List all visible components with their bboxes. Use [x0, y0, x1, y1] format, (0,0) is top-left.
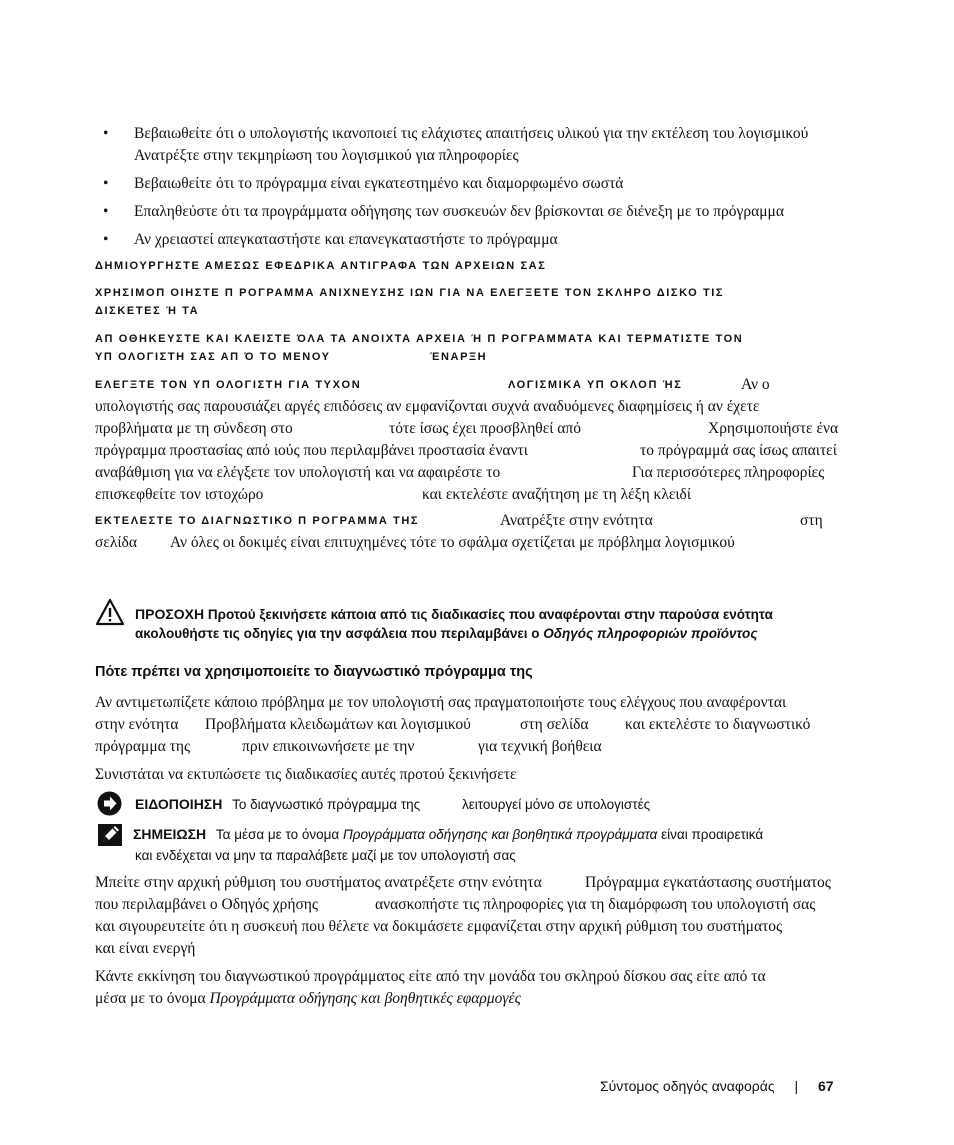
notice-arrow-icon [97, 791, 122, 816]
footer-title: Σύντομος οδηγός αναφοράς [600, 1078, 775, 1094]
setup-text: ανασκοπήστε τις πληροφορίες για τη διαμόρφωση του υπολογιστή σας [375, 896, 816, 913]
print-text: Συνιστάται να εκτυπώσετε τις διαδικασίες αυτές προτού ξεκινήσετε [95, 766, 517, 783]
warning-triangle-icon [95, 598, 125, 626]
notice-label: ΕΙΔΟΠΟΙΗΣΗ [135, 796, 223, 812]
diag-text: Αν όλες οι δοκιμές είναι επιτυχημένες τότε το σφάλμα σχετίζεται με πρόβλημα λογισμικού [170, 534, 735, 551]
spyware-text: επισκεφθείτε τον ιστοχώρο [95, 486, 264, 503]
diag-heading: ΕΚΤΕΛΕΣΤΕ ΤΟ ΔΙΑΓΝΩΣΤΙΚΟ Π ΡΟΓΡΑΜΜΑ ΤΗΣ [95, 515, 420, 527]
note-text: Τα μέσα με το όνομα [215, 827, 340, 842]
when-text: πρόγραμμα της [95, 738, 191, 755]
spyware-text: το πρόγραμμά σας ίσως απαιτεί [640, 442, 837, 459]
page-number: 67 [817, 1078, 834, 1094]
note-label: ΣΗΜΕΙΩΣΗ [133, 826, 207, 842]
caution-text: Προτού ξεκινήσετε κάποια από τις διαδικασίες που αναφέρονται στην παρούσα ενότητα [207, 607, 773, 622]
caution-text: ακολουθήστε τις οδηγίες για την ασφάλεια που περιλαμβάνει ο [135, 626, 540, 641]
when-text: Αν αντιμετωπίζετε κάποιο πρόβλημα με τον υπολογιστή σας πραγματοποιήστε τους ελέγχους που αναφέρονται [95, 694, 787, 711]
spyware-text: Για περισσότερες πληροφορίες [632, 464, 825, 481]
bullet-text: Ανατρέξτε στην τεκμηρίωση του λογισμικού για πληροφορίες [134, 147, 519, 164]
caution-label: ΠΡΟΣΟΧΗ [135, 606, 205, 622]
bullet-text: Αν χρειαστεί απεγκαταστήστε και επανεγκαταστήστε το πρόγραμμα [134, 231, 558, 248]
bullet-icon: • [103, 203, 109, 220]
spyware-text: Χρησιμοποιήστε ένα [708, 420, 839, 437]
bullet-icon: • [103, 125, 109, 142]
bullet-text: Επαληθεύστε ότι τα προγράμματα οδήγησης των συσκευών δεν βρίσκονται σε διένεξη με το πρόγραμμα [134, 203, 784, 220]
when-text: για τεχνική βοήθεια [478, 738, 602, 755]
when-text: στην ενότητα [95, 716, 179, 733]
spyware-text: και εκτελέστε αναζήτηση με τη λέξη κλειδί [422, 486, 692, 503]
bullet-text: Βεβαιωθείτε ότι ο υπολογιστής ικανοποιεί τις ελάχιστες απαιτήσεις υλικού για την εκτέλεση του λογισμικού [134, 125, 809, 142]
boot-text: Κάντε εκκίνηση του διαγνωστικού προγράμματος είτε από την μονάδα του σκληρού δίσκου σας είτε από τα [95, 968, 766, 985]
diag-text: στη [800, 512, 823, 529]
notice-text: λειτουργεί μόνο σε υπολογιστές [461, 797, 651, 812]
setup-text: Πρόγραμμα εγκατάστασης συστήματος [585, 874, 831, 891]
virus-heading-line2: ΔΙΣΚΕΤΕΣ Ή ΤΑ [95, 305, 200, 317]
diag-text: σελίδα [95, 534, 137, 551]
setup-text: που περιλαμβάνει ο Οδηγός χρήσης [95, 896, 319, 913]
note-pencil-icon [98, 824, 122, 846]
spyware-text: Αν ο [741, 376, 770, 393]
when-text: στη σελίδα [520, 716, 589, 733]
note-text: είναι προαιρετικά [661, 827, 764, 842]
boot-line2 [95, 988, 521, 1010]
notice-text: Το διαγνωστικό πρόγραμμα της [232, 797, 421, 812]
note-media-title: Προγράμματα οδήγησης και βοηθητικά προγράμματα [342, 827, 658, 842]
boot-text: μέσα με το όνομα [95, 990, 206, 1007]
backup-heading: ΔΗΜΙΟΥΡΓΗΣΤΕ ΑΜΕΣΩΣ ΕΦΕΔΡΙΚΑ ΑΝΤΙΓΡΑΦΑ ΤΩΝ ΑΡΧΕΙΩΝ ΣΑΣ [95, 260, 547, 272]
setup-text: και σιγουρευτείτε ότι η συσκευή που θέλετε να δοκιμάσετε εμφανίζεται στην αρχική ρύθμιση του συστήματος [95, 918, 783, 935]
bullet-icon: • [103, 175, 109, 192]
bullet-icon: • [103, 231, 109, 248]
caution-line2 [135, 623, 757, 644]
when-text: και εκτελέστε το διαγνωστικό [625, 716, 811, 733]
caution-guide-title: Οδηγός πληροφοριών προϊόντος [543, 626, 758, 641]
spyware-text: προβλήματα με τη σύνδεση στο [95, 420, 293, 437]
when-text: Προβλήματα κλειδωμάτων και λογισμικού [205, 716, 471, 733]
save-heading-line2a: ΥΠ ΟΛΟΓΙΣΤΗ ΣΑΣ ΑΠ Ό ΤΟ ΜΕΝΟΥ [95, 351, 331, 363]
note-text: και ενδέχεται να μην τα παραλάβετε μαζί με τον υπολογιστή σας [135, 848, 516, 863]
diag-text: Ανατρέξτε στην ενότητα [500, 512, 653, 529]
caution-line1 [135, 604, 773, 625]
spyware-text: τότε ίσως έχει προσβληθεί από [389, 420, 581, 437]
footer [600, 1078, 834, 1094]
spyware-heading-a: ΕΛΕΓΞΤΕ ΤΟΝ ΥΠ ΟΛΟΓΙΣΤΗ ΓΙΑ ΤΥΧΟΝ [95, 379, 362, 391]
bullet-text: Βεβαιωθείτε ότι το πρόγραμμα είναι εγκατεστημένο και διαμορφωμένο σωστά [134, 175, 624, 192]
when-text: πριν επικοινωνήσετε με την [242, 738, 415, 755]
note-line1 [133, 824, 763, 845]
spyware-text: πρόγραμμα προστασίας από ιούς που περιλαμβάνει προστασία έναντι [95, 442, 528, 459]
spyware-text: υπολογιστής σας παρουσιάζει αργές επιδόσεις αν εμφανίζονται συχνά αναδυόμενες διαφημίσεις ή αν έχετε [95, 398, 760, 415]
virus-heading-line1: ΧΡΗΣΙΜΟΠ ΟΙΗΣΤΕ Π ΡΟΓΡΑΜΜΑ ΑΝΙΧΝΕΥΣΗΣ ΙΩΝ ΓΙΑ ΝΑ ΕΛΕΓΞΕΤΕ ΤΟΝ ΣΚΛΗΡΟ ΔΙΣΚΟ ΤΙΣ [95, 287, 725, 299]
setup-text: Μπείτε στην αρχική ρύθμιση του συστήματος ανατρέξετε στην ενότητα [95, 874, 542, 891]
spyware-heading-b: ΛΟΓΙΣΜΙΚΑ ΥΠ ΟΚΛΟΠ ΉΣ [508, 379, 683, 391]
save-heading-line1: ΑΠ ΟΘΗΚΕΥΣΤΕ ΚΑΙ ΚΛΕΙΣΤΕ ΌΛΑ ΤΑ ΑΝΟΙΧΤΑ ΑΡΧΕΙΑ Ή Π ΡΟΓΡΑΜΜΑΤΑ ΚΑΙ ΤΕΡΜΑΤΙΣΤΕ ΤΟΝ [95, 333, 744, 345]
section-heading: Πότε πρέπει να χρησιμοποιείτε το διαγνωστικό πρόγραμμα της [95, 664, 533, 680]
notice-line [135, 794, 650, 815]
footer-separator: | [794, 1078, 799, 1094]
spyware-text: αναβάθμιση για να ελέγξετε τον υπολογιστή και να αφαιρέστε το [95, 464, 501, 481]
setup-text: και είναι ενεργή [95, 940, 196, 957]
save-heading-line2b: ΈΝΑΡΞΗ [430, 351, 488, 363]
boot-media-title: Προγράμματα οδήγησης και βοηθητικές εφαρμογές [209, 990, 521, 1007]
